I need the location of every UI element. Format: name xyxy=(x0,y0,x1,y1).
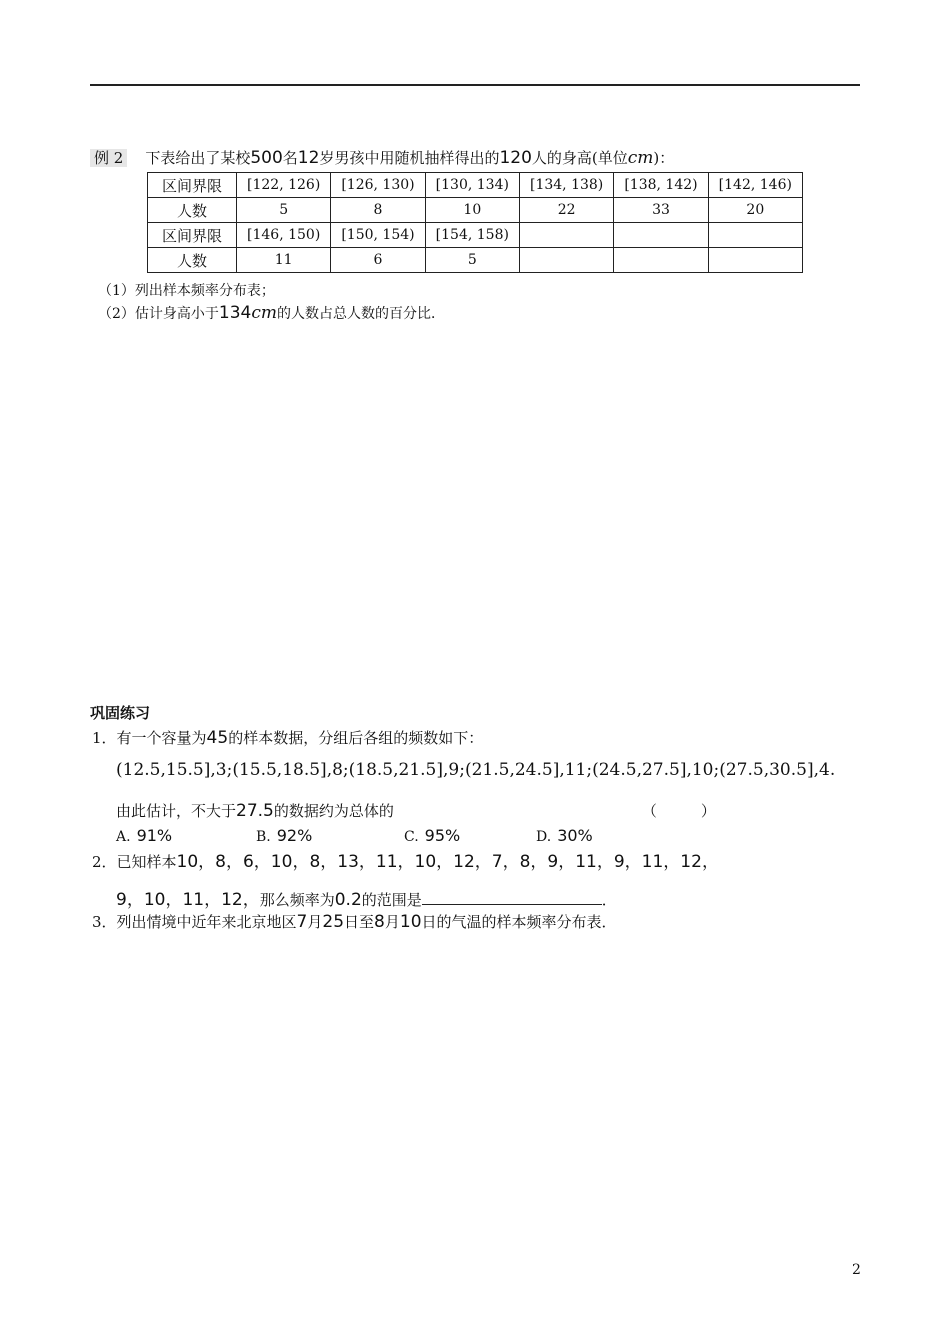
table-cell: 20 xyxy=(708,198,802,223)
table-cell xyxy=(519,248,613,273)
table-cell xyxy=(614,223,708,248)
table-cell xyxy=(614,248,708,273)
table-cell: [142, 146) xyxy=(708,173,802,198)
question-1: （1）列出样本频率分布表； xyxy=(98,283,275,299)
row-label-count: 人数 xyxy=(148,248,237,273)
row-label-count: 人数 xyxy=(148,198,237,223)
table-cell: [154, 158) xyxy=(425,223,519,248)
table-cell: [126, 130) xyxy=(331,173,425,198)
option-c[interactable]: C. 95% xyxy=(404,826,461,845)
table-cell xyxy=(708,223,802,248)
height-frequency-table xyxy=(147,172,803,273)
practice-2-line-2: 9，10，11，12，那么频率为0.2的范围是 ． xyxy=(116,890,617,910)
table-cell: 22 xyxy=(519,198,613,223)
table-cell: [150, 154) xyxy=(331,223,425,248)
practice-1-question: 由此估计，不大于27.5的数据约为总体的 （ ） xyxy=(116,801,716,821)
row-label-interval: 区间界限 xyxy=(148,173,237,198)
table-cell: [146, 150) xyxy=(237,223,331,248)
table-cell: 11 xyxy=(237,248,331,273)
table-cell: [134, 138) xyxy=(519,173,613,198)
table-cell: [138, 142) xyxy=(614,173,708,198)
table-cell: 5 xyxy=(425,248,519,273)
example-2-statement: 例 2 下表给出了某校500名12岁男孩中用随机抽样得出的120人的身高(单位cm)： xyxy=(90,147,674,169)
header-rule xyxy=(90,84,860,86)
table-cell xyxy=(708,248,802,273)
example-tag: 例 2 xyxy=(90,149,127,167)
table-row xyxy=(148,248,803,273)
table-cell xyxy=(519,223,613,248)
option-d[interactable]: D. 30% xyxy=(536,826,593,845)
table-cell: 5 xyxy=(237,198,331,223)
practice-2-line-1: 2．已知样本10，8，6，10，8，13，11，10，12，7，8，9，11，9，11，12， xyxy=(92,852,719,872)
table-cell: [130, 134) xyxy=(425,173,519,198)
page-number: 2 xyxy=(852,1262,861,1278)
table-cell: 8 xyxy=(331,198,425,223)
table-row xyxy=(148,198,803,223)
answer-blank[interactable] xyxy=(422,890,602,905)
option-a[interactable]: A. 91% xyxy=(116,826,173,845)
section-title-practice: 巩固练习 xyxy=(90,704,151,722)
practice-1-intervals: (12.5,15.5],3;(15.5,18.5],8;(18.5,21.5],9;(21.5,24.5],11;(24.5,27.5],10;(27.5,30.5],4. xyxy=(116,760,836,780)
question-2: （2）估计身高小于134cm的人数占总人数的百分比． xyxy=(98,303,446,323)
option-b[interactable]: B. 92% xyxy=(256,826,313,845)
table-cell: [122, 126) xyxy=(237,173,331,198)
table-cell: 6 xyxy=(331,248,425,273)
row-label-interval: 区间界限 xyxy=(148,223,237,248)
table-cell: 10 xyxy=(425,198,519,223)
table-row xyxy=(148,173,803,198)
table-row xyxy=(148,223,803,248)
table-cell: 33 xyxy=(614,198,708,223)
practice-3-statement: 3．列出情境中近年来北京地区7月25日至8月10日的气温的样本频率分布表． xyxy=(92,912,617,932)
practice-1-statement: 1．有一个容量为45的样本数据，分组后各组的频数如下： xyxy=(92,728,484,748)
